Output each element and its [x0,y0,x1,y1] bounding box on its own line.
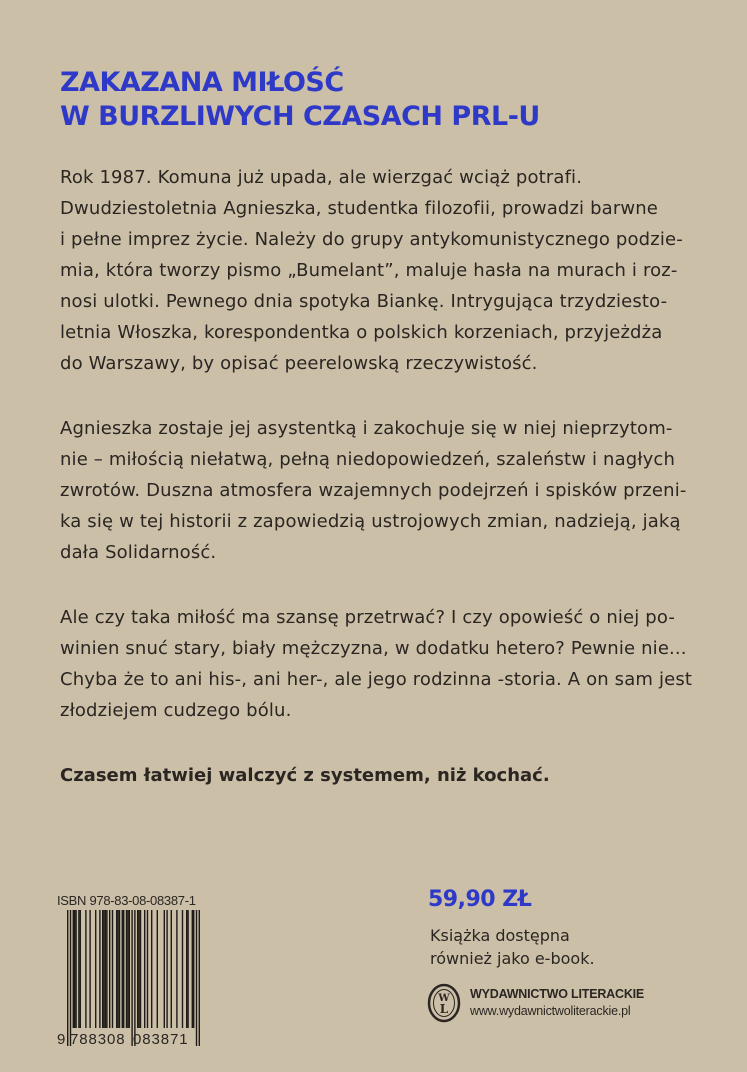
text-line: ka się w tej historii z zapowiedzią ustrojowych zmian, nadzieją, jaką [60,511,681,532]
barcode-bar [102,910,103,1028]
barcode-bar [112,910,113,1028]
barcode-bar [164,910,165,1028]
barcode-bar [193,910,194,1028]
barcode-bar [147,910,148,1028]
barcode-bar [192,910,193,1028]
text-line: Chyba że to ani his-, ani her-, ale jego rodzinna -storia. A on sam jest [60,669,693,690]
barcode-block [57,893,209,1049]
text-line: dała Solidarność. [60,542,217,563]
barcode-bar [157,910,158,1028]
barcode-bar [140,910,141,1028]
text-line: nosi ulotki. Pewnego dnia spotyka Biankę. Intrygująca trzydziesto- [60,291,668,312]
barcode-bar [117,910,118,1028]
barcode-bar [134,910,135,1046]
ean-digits-right: 083871 [133,1031,189,1048]
barcode-bar [199,910,200,1046]
blurb-paragraph-1 [60,162,700,379]
barcode-bar [151,910,152,1028]
price: 59,90 ZŁ [428,887,532,912]
barcode-bar [187,910,188,1028]
headline-line-1: ZAKAZANA MIŁOŚĆ [60,67,344,98]
blurb-paragraph-2 [60,413,700,568]
text-line: Rok 1987. Komuna już upada, ale wierzgać wciąż potrafi. [60,167,583,188]
barcode-bar [99,910,100,1028]
barcode-bar [70,910,71,1046]
ean-digits [57,1031,209,1049]
publisher-url: www.wydawnictwoliterackie.pl [470,1004,631,1018]
logo-letter-l: L [439,1002,449,1016]
text-line: do Warszawy, by opisać peerelowską rzeczywistość. [60,353,538,374]
text-line: winien snuć stary, biały mężczyzna, w dodatku hetero? Pewnie nie... [60,638,687,659]
barcode-bar [89,910,90,1028]
barcode-bar [116,910,117,1028]
text-line: i pełne imprez życie. Należy do grupy antykomunistycznego podzie- [60,229,683,250]
ebook-line-2: również jako e-book. [430,949,595,968]
text-line: Ale czy taka miłość ma szansę przetrwać? I czy opowieść o niej po- [60,607,675,628]
text-line: nie – miłością niełatwą, pełną niedopowiedzeń, szaleństw i nagłych [60,449,676,470]
ean-digit-first: 9 [57,1031,66,1048]
barcode-bar [129,910,130,1028]
barcode-bar [131,910,132,1046]
blurb [60,162,700,791]
headline-line-2: W BURZLIWYCH CZASACH PRL-U [60,101,540,132]
barcode-bar [127,910,128,1028]
publisher-logo-icon [426,983,462,1023]
barcode-bar [95,910,96,1028]
tagline: Czasem łatwiej walczyć z systemem, niż kochać. [60,765,550,786]
barcode-bar [80,910,81,1028]
text-line: letnia Włoszka, korespondentka o polskich korzeniach, przyjeżdża [60,322,663,343]
logo-letter-w: W [438,993,450,1004]
text-line: złodziejem cudzego bólu. [60,700,292,721]
text-line: Agnieszka zostaje jej asystentką i zakochuje się w niej nieprzytom- [60,418,673,439]
blurb-paragraph-3 [60,602,700,726]
barcode-bar [137,910,138,1028]
barcode-bar [78,910,79,1028]
barcode-bar [176,910,177,1028]
headline [60,66,540,134]
barcode-bar [109,910,110,1028]
barcode-bar [75,910,76,1028]
barcode-bar [122,910,123,1028]
barcode-bar [119,910,120,1028]
publisher-name: WYDAWNICTWO LITERACKIE [470,987,645,1001]
barcode-bar [73,910,74,1028]
ean-digits-left: 788308 [70,1031,126,1048]
ebook-note [430,924,595,970]
barcode-bar [171,910,172,1028]
barcode-bar [105,910,106,1028]
barcode-bar [126,910,127,1028]
barcode-bar [103,910,104,1028]
barcode-bar [182,910,183,1028]
barcode-bar [166,910,167,1028]
text-line: mia, która tworzy pismo „Bumelant”, maluje hasła na murach i roz- [60,260,678,281]
isbn-label: ISBN 978-83-08-08387-1 [57,893,196,908]
ebook-line-1: Książka dostępna [430,926,570,945]
text-line: Dwudziestoletnia Agnieszka, studentka filozofii, prowadzi barwne [60,198,659,219]
barcode-bar [106,910,107,1028]
text-line: zwrotów. Duszna atmosfera wzajemnych podejrzeń i spisków przeni- [60,480,687,501]
barcode-bar [67,910,68,1046]
barcode-bar [74,910,75,1028]
barcode-bar [85,910,86,1028]
barcode-bar [123,910,124,1028]
barcode-bar [138,910,139,1028]
barcode-bar [144,910,145,1028]
barcode-bar [196,910,197,1046]
barcode-icon [57,910,207,1048]
barcode-bar [186,910,187,1028]
